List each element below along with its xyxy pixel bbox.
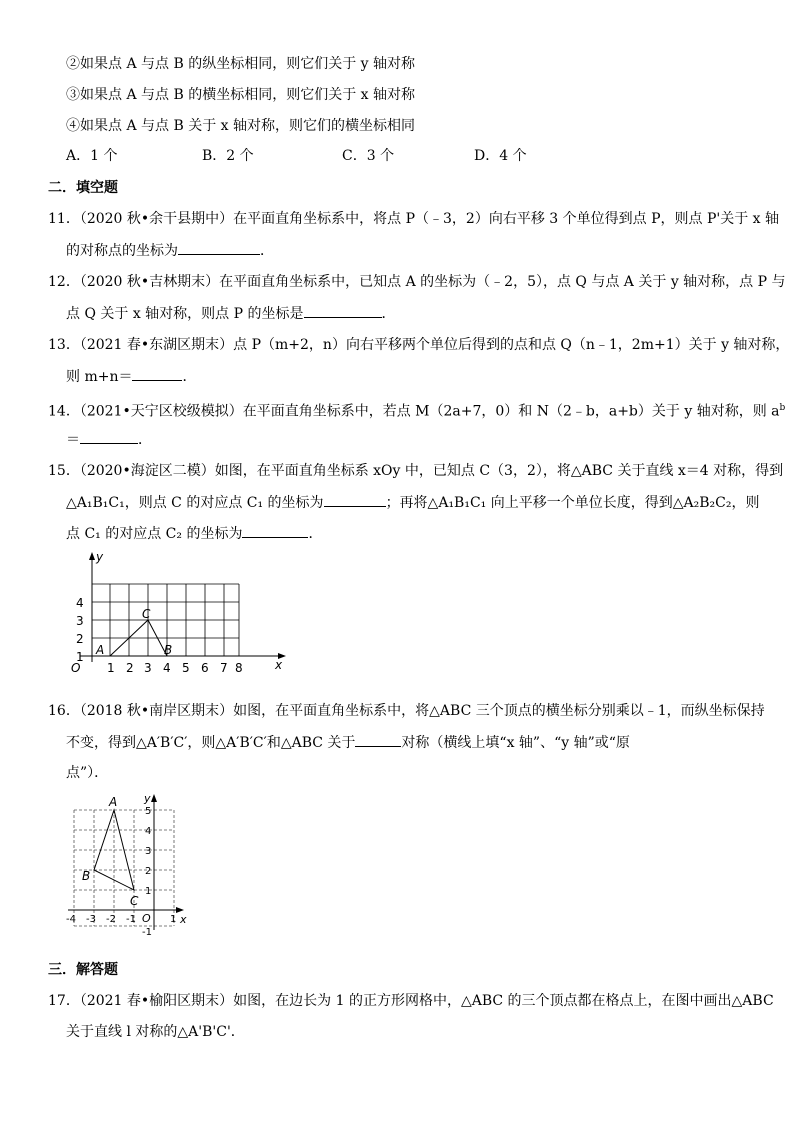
q16-x-label: x [180, 913, 187, 926]
q15-line3 [66, 523, 322, 544]
q16-y-tick-3: 3 [145, 846, 152, 857]
q12-line1: 12．（2020 秋•吉林期末）在平面直角坐标系中，已知点 A 的坐标为（﹣2，5），点 Q 与点 A 关于 y 轴对称，点 P 与 [48, 274, 786, 290]
q16-x-tick-neg3: -3 [86, 914, 96, 925]
q16-point-b-label: B [82, 869, 91, 883]
q16-y-tick-4: 4 [145, 826, 152, 837]
q16-line3: 点”）． [66, 765, 109, 781]
section-answer-title: 三．解答题 [48, 962, 118, 978]
q14-line2-end: ． [138, 432, 152, 448]
q15-point-a-label: A [96, 643, 105, 657]
q15-answer-blank-1 [324, 492, 386, 507]
q11-answer-blank [178, 240, 260, 255]
q15-x-label: x [275, 658, 283, 672]
q16-line2-end: 对称（横线上填“x 轴”、“y 轴”或“原 [401, 735, 630, 751]
q15-line2-text: △A₁B₁C₁，则点 C 的对应点 C₁ 的坐标为 [66, 495, 324, 511]
q15-point-c-label: C [142, 607, 151, 621]
q16-point-c-label: C [130, 894, 139, 908]
q11-line2-end: ． [260, 243, 274, 259]
q15-coordinate-figure [62, 546, 298, 680]
q11-line1: 11．（2020 秋•余干县期中）在平面直角坐标系中，将点 P（﹣3，2）向右平移 3 个单位得到点 P，则点 P'关于 x 轴 [48, 211, 780, 227]
q15-x-tick-5: 5 [182, 661, 190, 675]
q16-y-arrow [151, 794, 157, 802]
q15-x-tick-6: 6 [201, 661, 209, 675]
prev-item-3: ③如果点 A 与点 B 的横坐标相同，则它们关于 x 轴对称 [66, 87, 415, 103]
q16-x-tick-neg2: -2 [106, 914, 116, 925]
prev-item-2: ②如果点 A 与点 B 的纵坐标相同，则它们关于 y 轴对称 [66, 56, 416, 72]
q12-line2 [66, 303, 396, 324]
option-c: C．3 个 [342, 148, 395, 164]
q14-line2 [66, 429, 152, 450]
option-b: B．2 个 [202, 148, 254, 164]
q16-coordinate-figure [60, 788, 200, 938]
q15-y-tick-3: 3 [76, 614, 84, 628]
q14-line2-text: ＝ [66, 432, 80, 448]
q16-x-tick-neg1: -1 [126, 914, 136, 925]
q16-y-label: y [144, 792, 151, 805]
q14-line1-text: 14．（2021•天宁区校级模拟）在平面直角坐标系中，若点 M（2a+7，0）和 N（2﹣b，a+b）关于 y 轴对称，则 a [48, 403, 780, 420]
q15-y-tick-1: 1 [76, 650, 84, 664]
q15-x-tick-1: 1 [107, 661, 115, 675]
q13-line2-text: 则 m+n＝ [66, 369, 133, 385]
q14-exponent: b [779, 403, 786, 413]
q11-line2 [66, 240, 274, 261]
option-d: D．4 个 [474, 148, 527, 164]
q16-point-a-label: A [109, 795, 118, 809]
section-fill-in-title: 二．填空题 [48, 180, 118, 196]
q12-line2-text: 点 Q 关于 x 轴对称，则点 P 的坐标是 [66, 306, 304, 322]
q15-y-tick-4: 4 [76, 596, 84, 610]
q11-line2-text: 的对称点的坐标为 [66, 243, 178, 259]
q16-line1: 16．（2018 秋•南岸区期末）如图，在平面直角坐标系中，将△ABC 三个顶点的横坐标分别乘以﹣1，而纵坐标保持 [48, 703, 765, 719]
q13-line1: 13．（2021 春•东湖区期末）点 P（m+2，n）向右平移两个单位后得到的点和点 Q（n﹣1，2m+1）关于 y 轴对称， [48, 337, 790, 353]
q15-line2 [66, 492, 759, 513]
prev-item-4: ④如果点 A 与点 B 关于 x 轴对称，则它们的横坐标相同 [66, 118, 415, 134]
q15-y-arrow [89, 552, 95, 560]
q15-x-tick-7: 7 [220, 661, 228, 675]
q15-line3-text: 点 C₁ 的对应点 C₂ 的坐标为 [66, 526, 243, 542]
q15-answer-blank-2 [242, 523, 308, 538]
q16-x-tick-1: 1 [170, 914, 177, 925]
q16-y-tick-2: 2 [145, 866, 152, 877]
q16-answer-blank [355, 732, 401, 747]
q15-y-label: y [96, 550, 104, 564]
q12-line2-end: ． [381, 306, 396, 322]
q16-origin-label: O [142, 912, 151, 925]
q15-origin-label: O [71, 661, 81, 675]
q16-y-tick-1: 1 [145, 886, 152, 897]
option-a: A．1 个 [66, 148, 118, 164]
q16-dashed-grid [74, 810, 177, 926]
q13-line2-end: ． [182, 369, 197, 385]
q15-line3-end: ． [308, 526, 323, 542]
q17-line2: 关于直线 l 对称的△A'B'C'． [66, 1024, 245, 1040]
q15-x-tick-2: 2 [126, 661, 134, 675]
q16-line2-text: 不变，得到△A′B′C′，则△A′B′C′和△ABC 关于 [66, 735, 356, 751]
q16-y-tick-5: 5 [145, 806, 152, 817]
q16-line2 [66, 732, 630, 753]
q15-line1: 15．（2020•海淀区二模）如图，在平面直角坐标系 xOy 中，已知点 C（3，2），将△ABC 关于直线 x＝4 对称，得到 [48, 463, 784, 479]
q15-x-tick-3: 3 [144, 661, 152, 675]
q14-answer-blank [80, 429, 138, 444]
q16-x-tick-neg4: -4 [66, 914, 76, 925]
q12-answer-blank [304, 303, 382, 318]
q15-x-tick-4: 4 [163, 661, 171, 675]
q15-point-b-label: B [164, 643, 173, 657]
q13-answer-blank [132, 366, 182, 381]
q15-y-tick-2: 2 [76, 632, 84, 646]
q17-line1: 17．（2021 春•榆阳区期末）如图，在边长为 1 的正方形网格中，△ABC 的三个顶点都在格点上，在图中画出△ABC [48, 993, 774, 1009]
q14-line1 [48, 398, 785, 422]
q15-x-tick-8: 8 [235, 661, 243, 675]
q16-y-tick-neg1: -1 [142, 927, 152, 938]
q15-line2-end: ；再将△A₁B₁C₁ 向上平移一个单位长度，得到△A₂B₂C₂，则 [385, 495, 760, 511]
q13-line2 [66, 366, 196, 387]
